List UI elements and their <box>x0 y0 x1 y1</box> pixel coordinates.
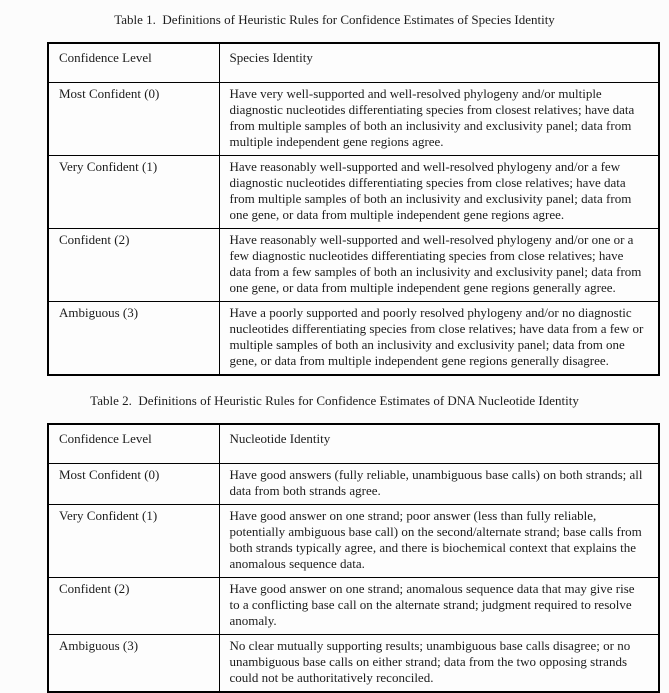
table-row <box>48 505 659 578</box>
definition-cell: Have good answers (fully reliable, unambiguous base calls) on both strands; all data from both strands agree. <box>219 464 659 505</box>
species-identity-header: Species Identity <box>219 43 659 83</box>
confidence-level-cell: Very Confident (1) <box>48 505 219 578</box>
table-row <box>48 464 659 505</box>
confidence-level-cell: Very Confident (1) <box>48 156 219 229</box>
nucleotide-identity-table <box>47 423 660 693</box>
table-row <box>48 83 659 156</box>
table-row <box>48 302 659 376</box>
confidence-level-header: Confidence Level <box>48 43 219 83</box>
definition-cell: Have a poorly supported and poorly resolved phylogeny and/or no diagnostic nucleotides differentiating species from close relatives; have data from a few or multiple samples of both an inclusivity and exclusivity panel; data from one gene, or data from multiple independent gene regions generally disagree. <box>219 302 659 376</box>
definition-cell: Have reasonably well-supported and well-resolved phylogeny and/or a few diagnostic nucleotides differentiating species from close relatives; have data from multiple samples of both an inclusivity and exclusivity panel; data from one gene, or data from multiple independent gene regions agree. <box>219 156 659 229</box>
table-header-row <box>48 424 659 464</box>
definition-cell: Have reasonably well-supported and well-resolved phylogeny and/or one or a few diagnostic nucleotides differentiating species from close relatives; have data from a few samples of both an inclusivity and exclusivity panel; data from one gene, or data from multiple independent gene regions generally agree. <box>219 229 659 302</box>
nucleotide-identity-header: Nucleotide Identity <box>219 424 659 464</box>
confidence-level-header: Confidence Level <box>48 424 219 464</box>
table-row <box>48 229 659 302</box>
definition-cell: Have good answer on one strand; anomalous sequence data that may give rise to a conflicting base call on the alternate strand; judgment required to resolve anomaly. <box>219 578 659 635</box>
definition-cell: Have very well-supported and well-resolved phylogeny and/or multiple diagnostic nucleotides differentiating species from closest relatives; have data from multiple samples of both an inclusivity and exclusivity panel; data from multiple independent gene regions agree. <box>219 83 659 156</box>
confidence-level-cell: Confident (2) <box>48 229 219 302</box>
definition-cell: Have good answer on one strand; poor answer (less than fully reliable, potentially ambiguous base call) on the second/alternate strand; base calls from both strands typically agree, and there is biochemical context that explains the anomalous sequence data. <box>219 505 659 578</box>
confidence-level-cell: Ambiguous (3) <box>48 302 219 376</box>
confidence-level-cell: Most Confident (0) <box>48 464 219 505</box>
confidence-level-cell: Confident (2) <box>48 578 219 635</box>
table2-caption: Table 2. Definitions of Heuristic Rules for Confidence Estimates of DNA Nucleotide Identity <box>90 393 579 408</box>
table1-caption: Table 1. Definitions of Heuristic Rules for Confidence Estimates of Species Identity <box>114 12 555 27</box>
confidence-level-cell: Most Confident (0) <box>48 83 219 156</box>
table-header-row <box>48 43 659 83</box>
species-identity-table <box>47 42 660 376</box>
definition-cell: No clear mutually supporting results; unambiguous base calls disagree; or no unambiguous base calls on either strand; data from the two opposing strands could not be authoritatively reconciled. <box>219 635 659 693</box>
table-row <box>48 578 659 635</box>
table-row <box>48 635 659 693</box>
confidence-level-cell: Ambiguous (3) <box>48 635 219 693</box>
table-row <box>48 156 659 229</box>
